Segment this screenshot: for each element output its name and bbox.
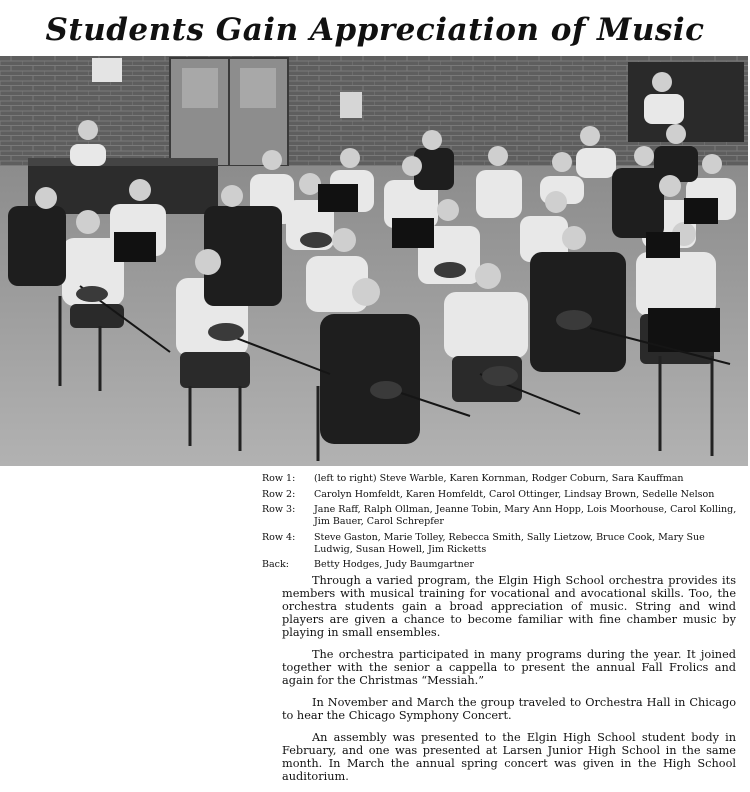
article-body: [282, 574, 736, 792]
caption-row-4: [262, 532, 738, 556]
article-paragraph-2: The orchestra participated in many programs during the year. It joined together with the senior a cappella to present the annual Fall Frolics and again for the Christmas “Messiah.”: [282, 648, 736, 687]
caption-row-label: Row 2:: [262, 488, 296, 500]
caption-row-names: Betty Hodges, Judy Baumgartner: [314, 559, 474, 570]
caption-row-label: Row 1:: [262, 473, 296, 484]
article-paragraph-3: In November and March the group traveled to Orchestra Hall in Chicago to hear the Chicago Symphony Concert.: [282, 696, 736, 722]
caption-row-back: [262, 559, 738, 571]
page-headline: Students Gain Appreciation of Music: [45, 12, 705, 48]
article-paragraph-1: Through a varied program, the Elgin High School orchestra provides its members with musical training for vocational and avocational skills. Too, the orchestra students gain a broad appreciation of music. String and wind players are given a chance to become familiar with fine chamber music by playing in small ensembles.: [282, 574, 736, 639]
caption-row-names: Carolyn Homfeldt, Karen Homfeldt, Carol Ottinger, Lindsay Brown, Sedelle Nelson: [314, 488, 715, 500]
photo-caption: [262, 473, 738, 575]
orchestra-photo: [0, 56, 748, 466]
caption-row-2: [262, 489, 738, 501]
caption-row-names: Steve Gaston, Marie Tolley, Rebecca Smith, Sally Lietzow, Bruce Cook, Mary Sue Ludwig, Susan Howell, Jim Ricketts: [314, 531, 705, 555]
caption-row-names: (left to right) Steve Warble, Karen Kornman, Rodger Coburn, Sara Kauffman: [314, 473, 684, 484]
caption-row-label: Row 4:: [262, 531, 296, 543]
caption-row-label: Back:: [262, 559, 289, 570]
caption-row-names: Jane Raff, Ralph Ollman, Jeanne Tobin, Mary Ann Hopp, Lois Moorhouse, Carol Kolling, Jim Bauer, Carol Schrepfer: [314, 504, 737, 527]
caption-row-3: [262, 504, 738, 528]
caption-row-label: Row 3:: [262, 504, 296, 515]
article-paragraph-4: An assembly was presented to the Elgin High School student body in February, and one was presented at Larsen Junior High School in the same month. In March the annual spring concert was given in the High School auditorium.: [282, 731, 736, 783]
caption-row-1: [262, 473, 738, 485]
